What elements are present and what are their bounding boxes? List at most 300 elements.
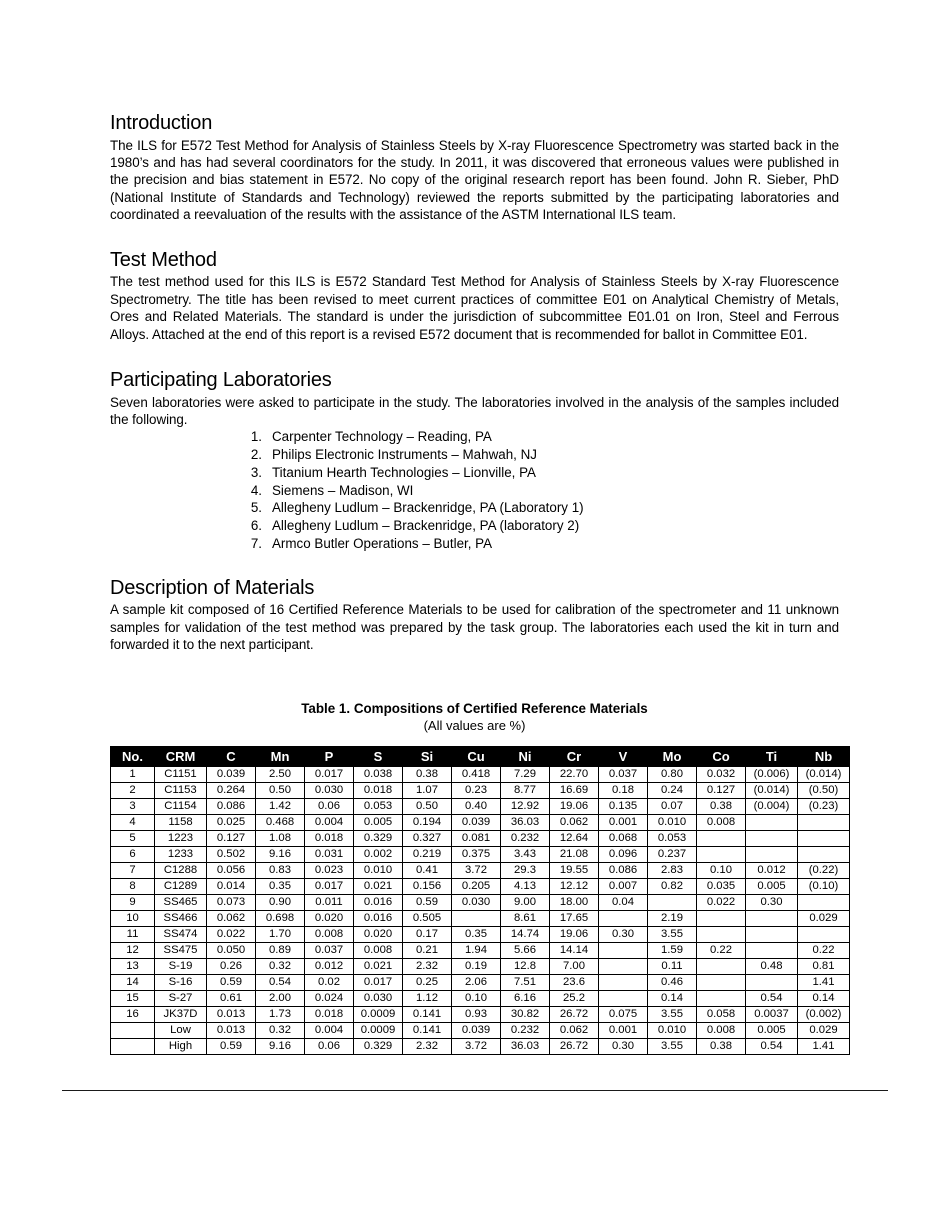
table-cell [452,910,501,926]
table-cell: 0.41 [403,862,452,878]
table-cell: 9.16 [256,1038,305,1054]
table-cell: 0.017 [354,974,403,990]
table-cell: 0.096 [599,846,648,862]
test-method-paragraph: The test method used for this ILS is E572 Standard Test Method for Analysis of Stainless Steels by X-ray Fluorescence Spectrometry. The title has been revised to meet current practices of committee E01 on Analytical Chemistry of Metals, Ores and Related Materials. The standard is under the jurisdiction of subcommittee E01.01 on Iron, Steel and Ferrous Alloys. Attached at the end of this report is a revised E572 document that is recommended for ballot in Committee E01. [110,274,839,342]
table-cell: 0.062 [207,910,256,926]
table-cell: 0.38 [697,1038,746,1054]
table-cell: 0.005 [746,878,798,894]
column-header-co: Co [697,746,746,766]
table-cell: 0.04 [599,894,648,910]
table-cell: 0.010 [648,1022,697,1038]
table-row [111,974,850,990]
table-cell: 0.54 [746,1038,798,1054]
table-cell [746,846,798,862]
section-introduction [110,112,839,224]
table-row [111,942,850,958]
table-cell: 0.039 [452,814,501,830]
table-cell: 0.062 [550,814,599,830]
table-cell: 0.012 [746,862,798,878]
table-cell: 9.00 [501,894,550,910]
table-cell: 0.505 [403,910,452,926]
table-cell: 3.55 [648,1038,697,1054]
description-of-materials-paragraph: A sample kit composed of 16 Certified Reference Materials to be used for calibration of the spectrometer and 11 unknown samples for validation of the test method was prepared by the task group. The laboratories each used the kit in turn and forwarded it to the next participant. [110,602,839,653]
table-row [111,798,850,814]
table-cell: C1154 [155,798,207,814]
table-cell: 0.59 [403,894,452,910]
table-cell: 3.55 [648,1006,697,1022]
table-cell: 0.004 [305,1022,354,1038]
table-cell: 0.46 [648,974,697,990]
table-cell: 0.016 [354,894,403,910]
table-cell [599,974,648,990]
table-cell: 7 [111,862,155,878]
table-cell: 0.127 [207,830,256,846]
table-cell: (0.002) [798,1006,850,1022]
table-cell [697,974,746,990]
table-cell: 0.021 [354,958,403,974]
table-cell: 0.502 [207,846,256,862]
table-cell: 0.022 [207,926,256,942]
table-cell: 0.06 [305,798,354,814]
table-cell: 1.59 [648,942,697,958]
table-cell: 2.06 [452,974,501,990]
table-cell: 36.03 [501,1038,550,1054]
table-cell [798,830,850,846]
table-cell: 0.205 [452,878,501,894]
table-cell: 0.14 [798,990,850,1006]
table-cell: 0.30 [746,894,798,910]
table-cell: 0.59 [207,974,256,990]
table-cell: 25.2 [550,990,599,1006]
table-row [111,894,850,910]
table-cell: 9 [111,894,155,910]
table-cell: 0.062 [550,1022,599,1038]
table-cell [111,1038,155,1054]
crm-composition-table [110,746,850,1055]
table-cell [798,846,850,862]
table-cell [746,910,798,926]
table-cell: C1288 [155,862,207,878]
table-cell: 0.194 [403,814,452,830]
table-cell: 0.016 [354,910,403,926]
table-cell: 2.00 [256,990,305,1006]
table-cell: 1.07 [403,782,452,798]
table-cell: 0.24 [648,782,697,798]
table-cell: 0.073 [207,894,256,910]
table-caption: Table 1. Compositions of Certified Reference Materials [301,700,648,716]
table-row [111,862,850,878]
table-cell: 0.11 [648,958,697,974]
table-cell: 0.004 [305,814,354,830]
table-row [111,814,850,830]
table-cell: 0.013 [207,1022,256,1038]
column-header-c: C [207,746,256,766]
list-item: Carpenter Technology – Reading, PA [272,429,492,445]
table-cell: 0.156 [403,878,452,894]
table-cell: 0.22 [798,942,850,958]
table-cell: 0.07 [648,798,697,814]
table-cell: 0.029 [798,1022,850,1038]
table-cell: 0.54 [256,974,305,990]
table-cell: 0.0009 [354,1022,403,1038]
table-cell: 0.38 [403,766,452,782]
table-cell: 9.16 [256,846,305,862]
footer-divider [62,1090,888,1091]
document-page [110,0,842,1055]
table-cell: 36.03 [501,814,550,830]
table-cell: 23.6 [550,974,599,990]
list-item: Philips Electronic Instruments – Mahwah, NJ [272,447,537,463]
description-of-materials-heading: Description of Materials [110,576,315,599]
table-cell: (0.50) [798,782,850,798]
table-cell: 29.3 [501,862,550,878]
column-header-v: V [599,746,648,766]
table-cell: 10 [111,910,155,926]
table-cell: 3.72 [452,862,501,878]
table-row [111,766,850,782]
table-cell: 0.008 [305,926,354,942]
table-cell: SS465 [155,894,207,910]
table-cell: 17.65 [550,910,599,926]
laboratory-list [110,428,839,552]
table-cell: 0.54 [746,990,798,1006]
table-cell: 26.72 [550,1038,599,1054]
table-cell: 1233 [155,846,207,862]
table-cell: 0.18 [599,782,648,798]
table-cell: 0.30 [599,926,648,942]
table-cell: 1158 [155,814,207,830]
table-row [111,1038,850,1054]
table-cell: 0.037 [305,942,354,958]
table-cell: 11 [111,926,155,942]
table-header [111,746,850,766]
table-cell: (0.014) [746,782,798,798]
table-cell: 3.72 [452,1038,501,1054]
table-cell: 0.058 [697,1006,746,1022]
table-cell: 0.19 [452,958,501,974]
table-cell: 0.90 [256,894,305,910]
column-header-cu: Cu [452,746,501,766]
list-item: Allegheny Ludlum – Brackenridge, PA (Laboratory 1) [272,500,584,516]
table-cell: 0.21 [403,942,452,958]
table-cell: 8.61 [501,910,550,926]
table-cell: 0.48 [746,958,798,974]
table-cell: 4 [111,814,155,830]
table-cell: 0.010 [648,814,697,830]
table-cell: 4.13 [501,878,550,894]
table-cell: 0.02 [305,974,354,990]
table-cell: 0.024 [305,990,354,1006]
participating-laboratories-paragraph: Seven laboratories were asked to participate in the study. The laboratories involved in the analysis of the samples included the following. [110,394,839,427]
table-row [111,846,850,862]
list-item: Siemens – Madison, WI [272,482,414,498]
table-cell [746,974,798,990]
table-row [111,782,850,798]
table-cell: 0.0037 [746,1006,798,1022]
table-cell: 0.375 [452,846,501,862]
table-cell: 0.59 [207,1038,256,1054]
table-cell: 0.025 [207,814,256,830]
table-cell: 19.06 [550,798,599,814]
table-cell: 3 [111,798,155,814]
table-cell: SS466 [155,910,207,926]
table-cell: 0.141 [403,1022,452,1038]
table-cell: 0.038 [354,766,403,782]
table-cell: 0.14 [648,990,697,1006]
column-header-ni: Ni [501,746,550,766]
participating-laboratories-heading: Participating Laboratories [110,368,332,391]
table-cell: 0.056 [207,862,256,878]
table-subcaption: (All values are %) [423,717,526,733]
table-cell: 0.35 [452,926,501,942]
table-cell: S-16 [155,974,207,990]
table-cell: 0.141 [403,1006,452,1022]
table-cell: 0.698 [256,910,305,926]
table-cell: 0.001 [599,1022,648,1038]
table-cell: 0.008 [697,1022,746,1038]
table-cell: 30.82 [501,1006,550,1022]
table-cell: 0.327 [403,830,452,846]
table-cell: 0.32 [256,1022,305,1038]
table-cell: 2.83 [648,862,697,878]
section-test-method [110,249,839,343]
table-cell: 14.74 [501,926,550,942]
column-header-crm: CRM [155,746,207,766]
table-cell: C1289 [155,878,207,894]
table-cell: 2.32 [403,958,452,974]
table-cell: 0.086 [207,798,256,814]
section-participating-laboratories [110,369,839,553]
table-row [111,958,850,974]
table-cell: 5.66 [501,942,550,958]
table-cell: 0.068 [599,830,648,846]
table-cell: (0.23) [798,798,850,814]
table-cell: 12.92 [501,798,550,814]
table-cell: 0.61 [207,990,256,1006]
table-cell: 2.32 [403,1038,452,1054]
table-cell: 0.06 [305,1038,354,1054]
table-cell: High [155,1038,207,1054]
table-cell: 0.030 [354,990,403,1006]
table-cell: 0.237 [648,846,697,862]
table-cell: 0.005 [746,1022,798,1038]
table-cell: 0.17 [403,926,452,942]
column-header-ti: Ti [746,746,798,766]
table-cell: 0.10 [452,990,501,1006]
table-cell: 0.135 [599,798,648,814]
table-cell: 0.039 [452,1022,501,1038]
table-cell: 0.031 [305,846,354,862]
table-cell: 0.40 [452,798,501,814]
table-cell: 0.017 [305,766,354,782]
section-description-of-materials [110,577,839,654]
table-cell: 0.50 [256,782,305,798]
table-cell [697,910,746,926]
table-cell [599,942,648,958]
table-cell: 0.035 [697,878,746,894]
table-cell: 1.12 [403,990,452,1006]
table-cell: 0.82 [648,878,697,894]
table-cell: 13 [111,958,155,974]
table-cell: S-27 [155,990,207,1006]
table-cell: 0.264 [207,782,256,798]
table-cell [697,830,746,846]
table-cell: 0.075 [599,1006,648,1022]
table-row [111,1006,850,1022]
table-cell: 0.10 [697,862,746,878]
table-cell: 0.037 [599,766,648,782]
table-cell [798,926,850,942]
table-cell: 26.72 [550,1006,599,1022]
table-row [111,910,850,926]
table-cell: 0.232 [501,1022,550,1038]
table-cell: S-19 [155,958,207,974]
table-cell: 0.35 [256,878,305,894]
table-cell: 0.50 [403,798,452,814]
table-cell: 7.51 [501,974,550,990]
column-header-si: Si [403,746,452,766]
table-cell: 0.020 [305,910,354,926]
table-cell: 0.018 [305,830,354,846]
table-cell: 14 [111,974,155,990]
table-cell: 14.14 [550,942,599,958]
table-cell [599,958,648,974]
table-cell: 0.008 [697,814,746,830]
table-cell: 3.43 [501,846,550,862]
table-cell: 8 [111,878,155,894]
table-cell: 1.70 [256,926,305,942]
column-header-mn: Mn [256,746,305,766]
table-cell: 12.64 [550,830,599,846]
column-header-s: S [354,746,403,766]
table-cell: 0.23 [452,782,501,798]
table-cell: 0.032 [697,766,746,782]
table-cell: 0.127 [697,782,746,798]
table-cell: 0.081 [452,830,501,846]
table-cell [746,814,798,830]
table-cell: 0.232 [501,830,550,846]
list-item: Titanium Hearth Technologies – Lionville, PA [272,464,536,480]
table-row [111,926,850,942]
table-cell: 0.053 [648,830,697,846]
table-cell: 2.19 [648,910,697,926]
table-cell: 0.008 [354,942,403,958]
table-cell: 19.55 [550,862,599,878]
table-cell: 1.41 [798,1038,850,1054]
table-cell: SS474 [155,926,207,942]
table-header-row [111,746,850,766]
table-cell: 0.22 [697,942,746,958]
table-cell: JK37D [155,1006,207,1022]
table-cell: 12.12 [550,878,599,894]
table-cell: 12 [111,942,155,958]
table-cell: 0.002 [354,846,403,862]
table-cell: 0.030 [452,894,501,910]
table-cell: Low [155,1022,207,1038]
table-cell: C1153 [155,782,207,798]
table-cell [746,942,798,958]
table-cell [111,1022,155,1038]
table-cell: C1151 [155,766,207,782]
introduction-heading: Introduction [110,112,213,134]
table-cell: 0.023 [305,862,354,878]
table-cell: (0.10) [798,878,850,894]
table-cell [798,894,850,910]
table-cell: 0.005 [354,814,403,830]
table-cell: 7.29 [501,766,550,782]
table-cell [798,814,850,830]
table-cell: 21.08 [550,846,599,862]
table-cell: 0.468 [256,814,305,830]
table-cell: 0.32 [256,958,305,974]
table-cell [697,958,746,974]
table-cell: 7.00 [550,958,599,974]
table-cell: 0.38 [697,798,746,814]
table-cell: 0.93 [452,1006,501,1022]
table-cell: 8.77 [501,782,550,798]
table-cell: 0.018 [305,1006,354,1022]
table-cell: (0.014) [798,766,850,782]
table-cell: 12.8 [501,958,550,974]
table-cell [648,894,697,910]
table-cell: 0.039 [207,766,256,782]
table-cell: 2.50 [256,766,305,782]
table-cell: 0.022 [697,894,746,910]
table-cell: SS475 [155,942,207,958]
table-body [111,766,850,1054]
table-row [111,830,850,846]
table-cell: 1.94 [452,942,501,958]
table-cell: 1.42 [256,798,305,814]
table-cell: 0.021 [354,878,403,894]
test-method-heading: Test Method [110,248,217,271]
table-cell: 0.001 [599,814,648,830]
table-cell: 0.83 [256,862,305,878]
table-cell: 16 [111,1006,155,1022]
table-cell: 0.80 [648,766,697,782]
table-cell: 0.018 [354,782,403,798]
column-header-cr: Cr [550,746,599,766]
table-cell: 1.41 [798,974,850,990]
table-cell: 0.013 [207,1006,256,1022]
column-header-mo: Mo [648,746,697,766]
introduction-paragraph: The ILS for E572 Test Method for Analysis of Stainless Steels by X-ray Fluorescence Spectrometry was started back in the 1980’s and has had several coordinators for the study. In 2011, it was discovered that erroneous values were published in the precision and bias statement in E572. No copy of the original research report has been found. John R. Sieber, PhD (National Institute of Standards and Technology) reviewed the reports submitted by the participating laboratories and coordinated a reevaluation of the results with the assistance of the ASTM International ILS team. [110,137,839,223]
table-cell: 0.050 [207,942,256,958]
table-cell: 0.007 [599,878,648,894]
table-cell: 0.30 [599,1038,648,1054]
table-cell: 0.011 [305,894,354,910]
table-cell: (0.004) [746,798,798,814]
table-cell: 0.020 [354,926,403,942]
table-cell: 2 [111,782,155,798]
list-item: Allegheny Ludlum – Brackenridge, PA (laboratory 2) [272,518,580,534]
table-cell: 16.69 [550,782,599,798]
table-cell [599,990,648,1006]
table-cell: 0.329 [354,830,403,846]
table-cell: 15 [111,990,155,1006]
table-cell [697,926,746,942]
list-item: Armco Butler Operations – Butler, PA [272,535,493,551]
table-cell: 0.81 [798,958,850,974]
table-cell: 3.55 [648,926,697,942]
table-cell: 0.014 [207,878,256,894]
table-cell: 5 [111,830,155,846]
table-cell [697,990,746,1006]
column-header-nb: Nb [798,746,850,766]
table-cell: 0.89 [256,942,305,958]
table-cell: 6 [111,846,155,862]
table-cell: 0.053 [354,798,403,814]
